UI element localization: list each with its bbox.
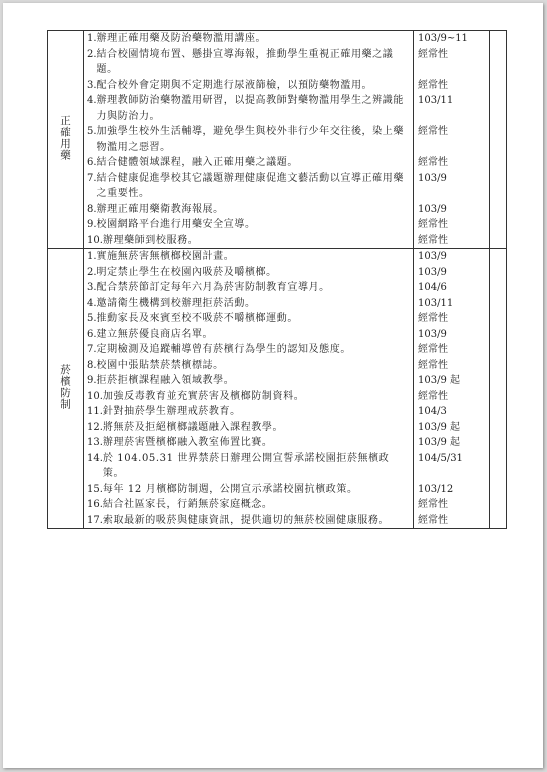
item-date: 103/9 xyxy=(418,266,447,278)
item-date: 103/9 起 xyxy=(418,421,460,433)
item-date: 經常性 xyxy=(418,219,448,230)
item-text: 推動家長及來賓至校不吸菸不嚼檳榔運動。 xyxy=(96,313,298,324)
item-text: 校園網路平台進行用藥安全宣導。 xyxy=(96,219,256,230)
item-text: 將無菸及拒絕檳榔議題融入課程教學。 xyxy=(102,421,284,433)
item-date: 103/9 起 xyxy=(418,375,460,386)
item-number: 7. xyxy=(87,344,97,355)
item-number: 1. xyxy=(87,251,97,262)
item-date: 103/11 xyxy=(418,297,454,309)
item-date: 經常性 xyxy=(418,234,448,246)
dates-cell xyxy=(414,249,490,529)
category-label: 正確用藥 xyxy=(59,114,71,161)
item-text: 辦理藥師到校服務。 xyxy=(102,234,199,246)
item-text: 辦理正確用藥及防治藥物濫用講座。 xyxy=(96,33,267,44)
item-number: 1. xyxy=(87,33,97,44)
section-medication xyxy=(48,31,507,249)
list-item xyxy=(84,420,413,436)
items-cell xyxy=(84,31,414,249)
item-text: 加強學生校外生活輔導，避免學生與校外非行少年交往後，染上藥物濫用之惡習。 xyxy=(96,126,404,153)
list-item xyxy=(84,435,413,451)
list-item xyxy=(84,497,413,513)
list-item xyxy=(84,296,413,312)
list-item xyxy=(84,327,413,343)
list-item xyxy=(84,280,413,296)
item-number: 3. xyxy=(87,282,97,293)
item-date: 103/9 xyxy=(418,172,447,184)
item-text: 辦理菸害暨檳榔融入教室佈置比賽。 xyxy=(102,437,273,448)
list-item xyxy=(84,404,413,420)
blank-cell xyxy=(490,249,507,529)
item-number: 10. xyxy=(87,390,103,402)
item-text: 配合禁菸節訂定每年六月為菸害防制教育宣導月。 xyxy=(96,282,330,293)
list-item xyxy=(84,389,413,405)
item-date: 經常性 xyxy=(418,499,448,510)
list-item xyxy=(84,31,413,47)
item-number: 13. xyxy=(87,437,103,448)
item-number: 8. xyxy=(87,203,97,215)
list-item xyxy=(84,47,413,78)
item-text: 邀請衛生機構到校辦理拒菸活動。 xyxy=(96,297,256,309)
item-number: 6. xyxy=(87,328,97,340)
item-date: 經常性 xyxy=(418,157,448,168)
list-item xyxy=(84,373,413,389)
item-text: 辦理教師防治藥物濫用研習，以提高教師對藥物濫用學生之辨識能力與防治力。 xyxy=(96,95,404,122)
item-number: 7. xyxy=(87,172,97,184)
category-cell xyxy=(48,249,84,529)
item-number: 17. xyxy=(87,514,103,526)
item-number: 2. xyxy=(87,48,97,60)
item-text: 加強反毒教育並充實菸害及檳榔防制資料。 xyxy=(102,390,305,402)
item-text: 每年 12 月檳榔防制週，公開宣示承諾校園抗檳政策。 xyxy=(102,483,358,495)
item-number: 2. xyxy=(87,266,97,278)
item-text: 結合校園情境布置、懸掛宣導海報，推動學生重視正確用藥之議題。 xyxy=(96,48,394,75)
item-text: 結合健體領域課程，融入正確用藥之議題。 xyxy=(96,157,298,168)
item-text: 拒菸拒檳課程融入領域教學。 xyxy=(96,375,235,386)
item-date: 104/5/31 xyxy=(418,452,463,464)
list-item xyxy=(84,358,413,374)
items-cell xyxy=(84,249,414,529)
item-number: 12. xyxy=(87,421,103,433)
item-number: 11. xyxy=(87,406,103,417)
section-tobacco-betel xyxy=(48,249,507,529)
item-date: 103/11 xyxy=(418,95,454,106)
item-text: 結合健康促進學校其它議題辦理健康促進文藝活動以宣導正確用藥之重要性。 xyxy=(96,172,404,199)
item-text: 定期檢測及追蹤輔導曾有菸檳行為學生的認知及態度。 xyxy=(96,344,351,355)
list-item xyxy=(84,342,413,358)
item-text: 實施無菸害無檳榔校園計畫。 xyxy=(96,251,235,262)
item-date: 103/12 xyxy=(418,483,454,495)
item-date: 經常性 xyxy=(418,344,448,355)
list-item xyxy=(84,233,413,249)
item-date: 103/9 xyxy=(418,328,447,340)
item-number: 8. xyxy=(87,359,97,371)
item-text: 索取最新的吸菸與健康資訊，提供適切的無菸校園健康服務。 xyxy=(102,514,390,526)
item-date: 104/3 xyxy=(418,406,447,417)
item-number: 9. xyxy=(87,219,97,230)
item-date: 經常性 xyxy=(418,390,448,402)
item-date: 103/9~11 xyxy=(418,33,468,44)
plan-table xyxy=(47,30,507,529)
list-item xyxy=(84,155,413,171)
category-cell xyxy=(48,31,84,249)
item-date: 104/6 xyxy=(418,282,447,293)
item-number: 10. xyxy=(87,234,103,246)
item-text: 明定禁止學生在校園內吸菸及嚼檳榔。 xyxy=(96,266,277,278)
list-item xyxy=(84,249,413,265)
item-date: 經常性 xyxy=(418,359,448,371)
item-number: 6. xyxy=(87,157,97,168)
item-text: 針對抽菸學生辦理戒菸教育。 xyxy=(102,406,241,417)
item-date: 103/9 起 xyxy=(418,437,460,448)
item-date: 經常性 xyxy=(418,79,448,91)
list-item xyxy=(84,311,413,327)
list-item xyxy=(84,171,413,202)
dates-cell xyxy=(414,31,490,249)
item-number: 16. xyxy=(87,499,103,510)
item-number: 3. xyxy=(87,79,97,91)
item-number: 4. xyxy=(87,95,97,106)
list-item xyxy=(84,265,413,281)
item-date: 103/9 xyxy=(418,251,447,262)
category-label: 菸檳防制 xyxy=(59,363,71,410)
item-date: 103/9 xyxy=(418,203,447,215)
list-item xyxy=(84,513,413,529)
item-number: 4. xyxy=(87,297,97,309)
item-text: 於 104.05.31 世界禁菸日辦理公開宣誓承諾校園拒菸無檳政策。 xyxy=(102,452,390,479)
document-page xyxy=(3,3,543,768)
item-number: 5. xyxy=(87,313,97,324)
list-item xyxy=(84,451,413,482)
list-item xyxy=(84,202,413,218)
item-date: 經常性 xyxy=(418,126,448,137)
list-item xyxy=(84,217,413,233)
item-text: 建立無菸優良商店名單。 xyxy=(96,328,214,340)
item-number: 14. xyxy=(87,452,103,464)
item-number: 15. xyxy=(87,483,103,495)
blank-cell xyxy=(490,31,507,249)
item-date: 經常性 xyxy=(418,48,448,60)
item-date: 經常性 xyxy=(418,514,448,526)
list-item xyxy=(84,482,413,498)
item-number: 9. xyxy=(87,375,97,386)
list-item xyxy=(84,124,413,155)
item-text: 辦理正確用藥衛教海報展。 xyxy=(96,203,224,215)
item-number: 5. xyxy=(87,126,97,137)
item-date: 經常性 xyxy=(418,313,448,324)
list-item xyxy=(84,78,413,94)
item-text: 校園中張貼禁菸禁檳標誌。 xyxy=(96,359,224,371)
item-text: 結合社區家長，行銷無菸家庭概念。 xyxy=(102,499,273,510)
list-item xyxy=(84,93,413,124)
item-text: 配合校外會定期與不定期進行尿液篩檢，以預防藥物濫用。 xyxy=(96,79,373,91)
